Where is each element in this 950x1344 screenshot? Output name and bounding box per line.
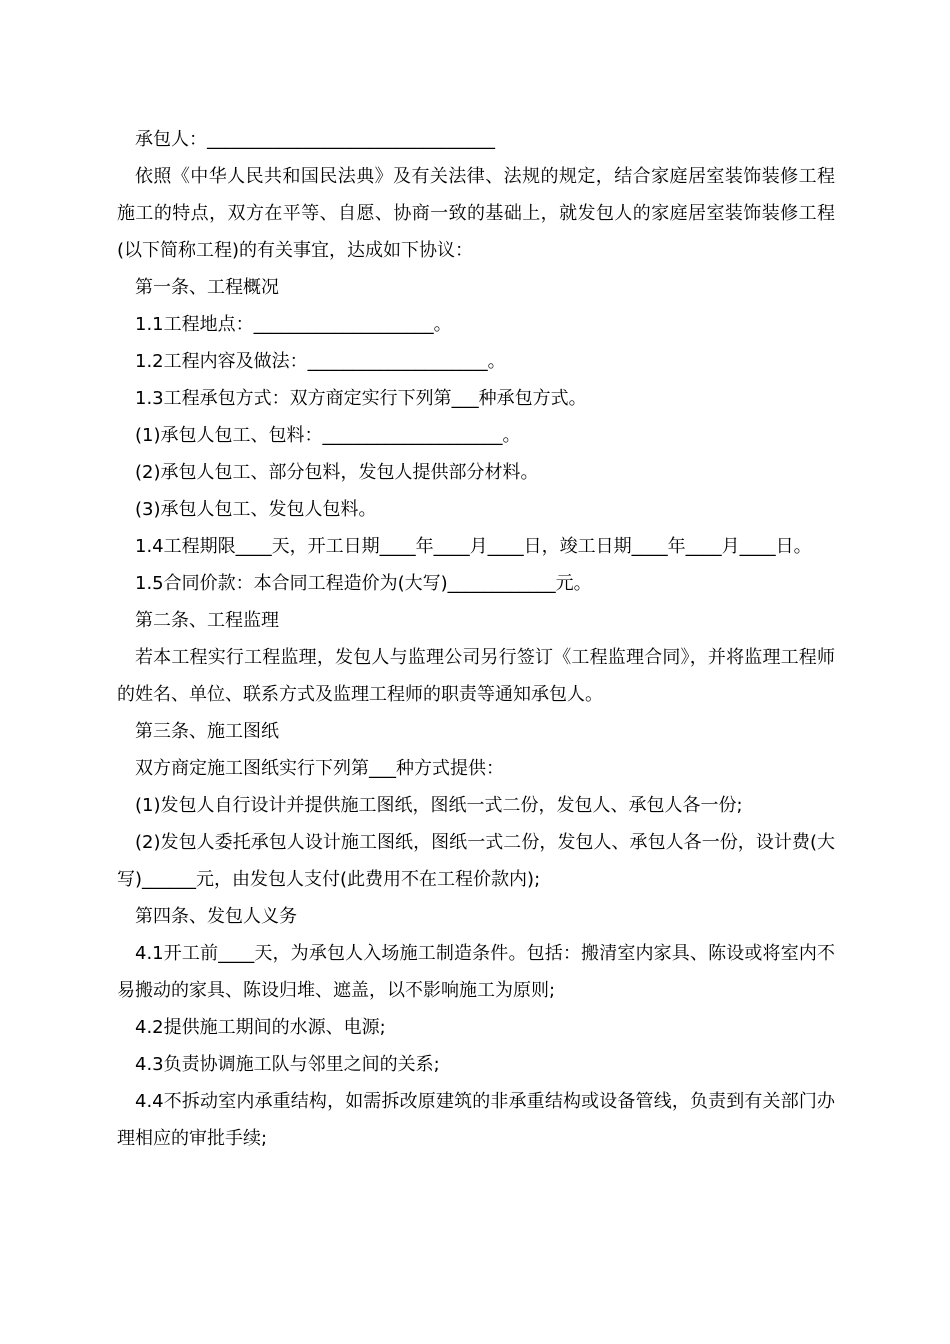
document-body: [117, 121, 835, 1157]
clause-4-2: 4.2提供施工期间的水源、电源;: [135, 1017, 386, 1038]
article-4-heading: 第四条、发包人义务: [135, 906, 297, 927]
clause-1-2: 1.2工程内容及做法：____________________。: [135, 351, 506, 372]
contractor-signature-line: 承包人：________________________________: [135, 129, 495, 150]
article-2-body: 若本工程实行工程监理，发包人与监理公司另行签订《工程监理合同》，并将监理工程师的姓名、单位、联系方式及监理工程师的职责等通知承包人。: [117, 647, 835, 705]
clause-4-1: 4.1开工前____天，为承包人入场施工制造条件。包括：搬清室内家具、陈设或将室内不易搬动的家具、陈设归堆、遮盖，以不影响施工为原则;: [117, 943, 835, 1001]
article-3-option-2: (2)发包人委托承包人设计施工图纸，图纸一式二份，发包人、承包人各一份，设计费(大写)______元，由发包人支付(此费用不在工程价款内);: [117, 832, 835, 890]
clause-4-3: 4.3负责协调施工队与邻里之间的关系;: [135, 1054, 440, 1075]
clause-1-5: 1.5合同价款：本合同工程造价为(大写)____________元。: [135, 573, 592, 594]
article-2-heading: 第二条、工程监理: [135, 610, 279, 631]
clause-1-3-option-3: (3)承包人包工、发包人包料。: [135, 499, 377, 520]
article-3-heading: 第三条、施工图纸: [135, 721, 279, 742]
clause-1-1: 1.1工程地点：____________________。: [135, 314, 452, 335]
clause-1-3-option-1: (1)承包人包工、包料：____________________。: [135, 425, 521, 446]
preamble-paragraph: 依照《中华人民共和国民法典》及有关法律、法规的规定，结合家庭居室装饰装修工程施工的特点，双方在平等、自愿、协商一致的基础上，就发包人的家庭居室装饰装修工程(以下简称工程)的有关事宜，达成如下协议：: [117, 166, 835, 261]
article-3-option-1: (1)发包人自行设计并提供施工图纸，图纸一式二份，发包人、承包人各一份;: [135, 795, 743, 816]
clause-1-3-option-2: (2)承包人包工、部分包料，发包人提供部分材料。: [135, 462, 539, 483]
article-3-intro: 双方商定施工图纸实行下列第___种方式提供：: [135, 758, 504, 779]
clause-1-3: 1.3工程承包方式：双方商定实行下列第___种承包方式。: [135, 388, 587, 409]
article-1-heading: 第一条、工程概况: [135, 277, 279, 298]
clause-4-4: 4.4不拆动室内承重结构，如需拆改原建筑的非承重结构或设备管线，负责到有关部门办理相应的审批手续;: [117, 1091, 835, 1149]
clause-1-4: 1.4工程期限____天，开工日期____年____月____日，竣工日期____年____月____日。: [135, 536, 812, 557]
